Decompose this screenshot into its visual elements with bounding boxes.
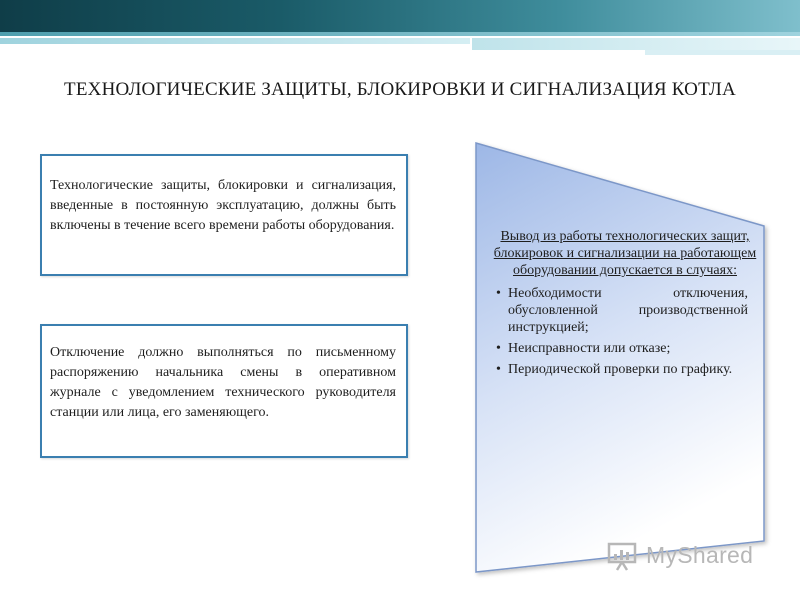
myshared-logo-icon bbox=[606, 541, 640, 571]
condition-text-3: Периодической проверки по графику. bbox=[508, 362, 733, 377]
watermark-text: MyShared bbox=[646, 542, 754, 568]
bullet-icon: • bbox=[496, 362, 501, 377]
condition-text-2: Неисправности или отказе; bbox=[508, 341, 671, 356]
conditions-heading: Вывод из работы технологических защит, блокировок и сигнализации на работающем оборудовании допускается в случаях: bbox=[493, 229, 757, 278]
requirement-text-2: Отключение должно выполняться по письменному распоряжению начальника смены в оперативном журнале с уведомлением технического руководителя станции или лица, его заменяющего. bbox=[50, 345, 396, 420]
bullet-icon: • bbox=[496, 341, 501, 356]
conditions-panel-content bbox=[472, 228, 762, 382]
conditions-list bbox=[472, 285, 762, 378]
watermark bbox=[606, 537, 776, 573]
list-item bbox=[498, 361, 748, 378]
bullet-icon: • bbox=[496, 286, 501, 301]
slide-title: ТЕХНОЛОГИЧЕСКИЕ ЗАЩИТЫ, БЛОКИРОВКИ И СИГНАЛИЗАЦИЯ КОТЛА bbox=[64, 79, 736, 100]
list-item bbox=[498, 340, 748, 357]
requirement-text-1: Технологические защиты, блокировки и сигнализация, введенные в постоянную эксплуатацию, должны быть включены в течение всего времени работы оборудования. bbox=[50, 178, 396, 233]
condition-text-1: Необходимости отключения, обусловленной производственной инструкцией; bbox=[508, 286, 748, 335]
list-item bbox=[498, 285, 748, 336]
